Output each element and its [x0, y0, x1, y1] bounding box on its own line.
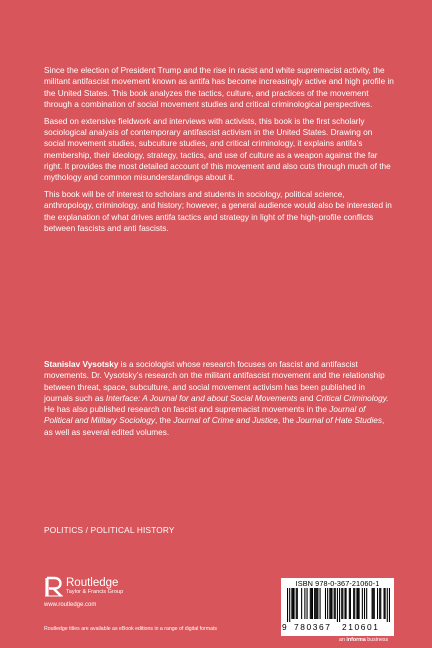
subject-category: POLITICS / POLITICAL HISTORY: [44, 526, 175, 535]
journal-title-2: Critical Criminology.: [315, 393, 389, 403]
informa-business-note: [339, 637, 388, 643]
informa-brand: informa: [346, 637, 366, 643]
bio-text-4: , the: [154, 416, 174, 426]
barcode-bar: [357, 588, 358, 619]
barcode-bar: [364, 588, 365, 619]
barcode-bar: [383, 588, 384, 619]
description-paragraph-1: Since the election of President Trump and the rise in racist and white supremacist activity, the militant antifascist movement known as antifa has become increasingly active and high profile in the United States. This book analyzes the tactics, culture, and practices of the movement through a combination of social movement studies and critical criminological perspectives.: [44, 66, 394, 109]
barcode-bar: [356, 588, 357, 619]
barcode-panel: [281, 578, 394, 636]
barcode-bar: [389, 588, 390, 622]
barcode-bar: [287, 588, 288, 622]
barcode-bar: [342, 588, 343, 619]
barcode-bar: [314, 588, 315, 619]
routledge-r-logo-icon: [44, 576, 64, 598]
barcode-bar: [325, 588, 326, 619]
barcode-bar: [296, 588, 297, 619]
author-bio: [44, 359, 394, 438]
informa-suffix: business: [365, 637, 389, 643]
barcode-bar: [317, 588, 318, 619]
ean-digits-right: 210601: [342, 622, 380, 632]
barcode-bar: [327, 588, 328, 619]
barcode-bar: [320, 588, 321, 619]
barcode-bar: [346, 588, 347, 619]
bio-text-6: , as well as several edited volumes.: [44, 416, 385, 437]
bio-text-5: , the: [277, 416, 297, 426]
barcode-bar: [297, 588, 298, 619]
barcode-bar: [311, 588, 312, 619]
barcode-bar: [362, 588, 363, 619]
barcode-bar: [374, 588, 375, 619]
ean-digits-left: 780367: [294, 622, 332, 632]
barcode-bar: [341, 588, 342, 619]
bio-text-2: and: [297, 393, 316, 403]
barcode-bar: [301, 588, 302, 619]
barcode-bar: [310, 588, 311, 619]
description-paragraph-3: This book will be of interest to scholars and students in sociology, political science, anthropology, criminology, and history; however, a general audience would also be interested in the explanation of what drives antifa tactics and strategy in light of the high-profile conflicts between fascists and anti fascists.: [44, 189, 392, 233]
description-paragraph-2: Based on extensive fieldwork and interviews with activists, this book is the first scholarly sociological analysis of contemporary antifascist activism in the United States. Drawing on social movement studies, subculture studies, and critical criminology, it explains antifa’s membership, their ideology, strategy, tactics, and use of culture as a weapon against the far right. It provides the most detailed account of this movement and also cuts through much of the mythology and common misunderstandings about it.: [44, 116, 391, 183]
ean-digit-first: 9: [282, 622, 287, 632]
barcode-bar: [334, 588, 335, 619]
barcode-bar: [349, 588, 350, 619]
informa-prefix: an: [339, 637, 347, 643]
barcode-bar: [354, 588, 355, 619]
barcode-bar: [337, 588, 338, 622]
barcode-bar: [292, 588, 293, 619]
journal-title-4: Journal of Crime and Justice: [173, 416, 278, 426]
barcode-bar: [353, 588, 354, 619]
barcode-bar: [330, 588, 331, 619]
barcode-bar: [344, 588, 345, 619]
publisher-group: Taylor & Francis Group: [66, 589, 124, 595]
barcode-bar: [350, 588, 351, 619]
journal-title-1: Interface: A Journal for and about Social Movements: [105, 393, 298, 403]
barcode-bar: [377, 588, 378, 619]
barcode-bar: [385, 588, 386, 619]
ebook-availability-note: Routledge titles are available as eBook editions in a range of digital formats: [44, 626, 218, 632]
barcode-bar: [291, 588, 292, 619]
barcode-bar: [387, 588, 388, 622]
barcode-bar: [312, 588, 313, 619]
barcode-bar: [373, 588, 374, 619]
barcode-bar: [366, 588, 367, 619]
barcode-bar: [335, 588, 336, 619]
journal-title-3: Journal of Political and Military Sociology: [44, 405, 366, 426]
barcode-bar: [372, 588, 373, 619]
barcode-bar: [304, 588, 305, 619]
barcode-bar: [359, 588, 360, 619]
barcode-bar: [289, 588, 290, 622]
barcode-bar: [316, 588, 317, 619]
ean-barcode-icon: [287, 588, 390, 622]
publisher-name: Routledge: [66, 577, 119, 589]
bio-text-3: He has also published research on fascist and supremacist movements in the: [44, 405, 330, 415]
isbn-label: ISBN 978-0-367-21060-1: [295, 579, 380, 588]
journal-title-5: Journal of Hate Studies: [296, 416, 383, 426]
author-name: Stanislav Vysotsky: [44, 360, 119, 369]
barcode-bar: [380, 588, 381, 619]
barcode-bar: [329, 588, 330, 619]
barcode-bar: [307, 588, 308, 619]
barcode-bar: [379, 588, 380, 619]
barcode-bar: [339, 588, 340, 622]
barcode-bar: [331, 588, 332, 619]
book-description: [44, 65, 394, 240]
barcode-bar: [294, 588, 295, 619]
bio-text-1: is a sociologist whose research focuses on fascist and antifascist movements. Dr. Vysotsky’s research on the militant antifascist movement and the relationship between threat, space, subculture, and social movement activism has been published in journals such as: [44, 360, 385, 403]
publisher-website: www.routledge.com: [44, 602, 97, 608]
barcode-bar: [315, 588, 316, 619]
